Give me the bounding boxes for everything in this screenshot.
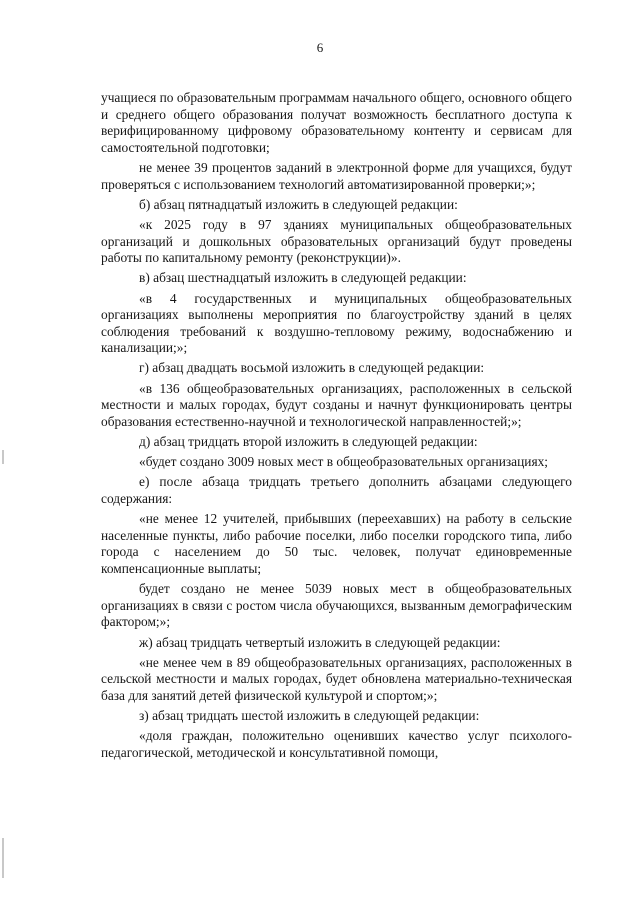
paragraph: «к 2025 году в 97 зданиях муниципальных общеобразовательных организаций и дошкольных образовательных организаций будут проведены работы по капитальному ремонту (реконструкции)». bbox=[101, 216, 572, 266]
paragraph: «в 136 общеобразовательных организациях, расположенных в сельской местности и малых городах, будут созданы и начнут функционировать центры образования естественно-научной и технологической направленностей;»; bbox=[101, 380, 572, 429]
document-body bbox=[101, 90, 572, 765]
paragraph: «будет создано 3009 новых мест в общеобразовательных организациях; bbox=[139, 454, 549, 470]
paragraph: «в 4 государственных и муниципальных общеобразовательных организациях выполнены мероприятия по благоустройству зданий в целях соблюдения требований к воздушно-тепловому режиму, водоснабжению и канализации;»; bbox=[101, 290, 572, 356]
scan-edge-mark bbox=[2, 450, 4, 464]
scan-edge-mark bbox=[2, 838, 4, 878]
paragraph: учащиеся по образовательным программам начального общего, основного общего и среднего общего образования получат возможность бесплатного доступа к верифицированному цифровому образовательному контенту и сервисам для самостоятельной подготовки; bbox=[101, 90, 572, 155]
paragraph: в) абзац шестнадцатый изложить в следующей редакции: bbox=[139, 270, 467, 286]
paragraph: «не менее чем в 89 общеобразовательных организациях, расположенных в сельской местности и малых городах, будет обновлена материально-техническая база для занятий детей физической культурой и спортом;»; bbox=[101, 654, 572, 703]
paragraph: б) абзац пятнадцатый изложить в следующей редакции: bbox=[139, 196, 458, 212]
paragraph: д) абзац тридцать второй изложить в следующей редакции: bbox=[139, 434, 478, 450]
paragraph: «не менее 12 учителей, прибывших (переехавших) на работу в сельские населенные пункты, либо рабочие поселки, либо поселки городского типа, либо города с населением до 50 тыс. человек, получат единовременные компенсационные выплаты; bbox=[101, 511, 572, 576]
paragraph: не менее 39 процентов заданий в электронной форме для учащихся, будут проверяться с использованием технологий автоматизированной проверки;»; bbox=[101, 159, 572, 192]
paragraph: з) абзац тридцать шестой изложить в следующей редакции: bbox=[139, 708, 480, 724]
paragraph: ж) абзац тридцать четвертый изложить в следующей редакции: bbox=[139, 634, 501, 650]
paragraph: будет создано не менее 5039 новых мест в общеобразовательных организациях в связи с ростом числа обучающихся, вызванным демографическим фактором;»; bbox=[101, 581, 572, 630]
paragraph: «доля граждан, положительно оценивших качество услуг психолого-педагогической, методической и консультативной помощи, bbox=[101, 728, 572, 760]
page-number: 6 bbox=[316, 40, 324, 55]
paragraph: г) абзац двадцать восьмой изложить в следующей редакции: bbox=[139, 360, 485, 376]
paragraph: е) после абзаца тридцать третьего дополнить абзацами следующего содержания: bbox=[101, 474, 572, 506]
